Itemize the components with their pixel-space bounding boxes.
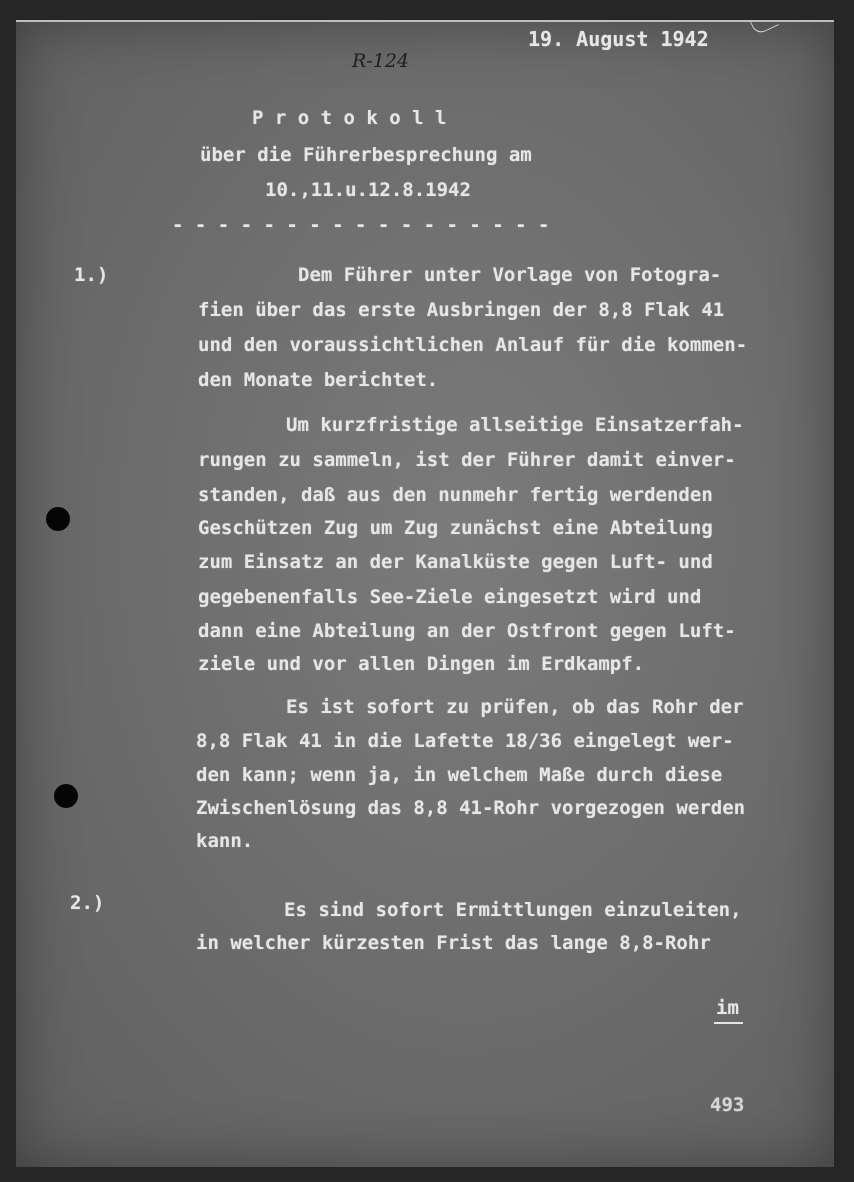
text-line: 8,8 Flak 41 in die Lafette 18/36 eingelegt wer- <box>196 730 734 752</box>
handwritten-reference: R-124 <box>352 50 409 72</box>
text-line: ziele und vor allen Dingen im Erdkampf. <box>198 653 645 675</box>
page-number: 493 <box>710 1094 745 1116</box>
text-line: dann eine Abteilung an der Ostfront gegen Luft- <box>198 620 736 642</box>
text-line: Zwischenlösung das 8,8 41-Rohr vorgezogen werden <box>196 797 746 819</box>
text-line: kann. <box>196 830 254 852</box>
title-dash-rule: - - - - - - - - - - - - - - - - - <box>172 214 550 236</box>
text-line: den kann; wenn ja, in welchem Maße durch diese <box>196 764 723 786</box>
text-line: rungen zu sammeln, ist der Führer damit einver- <box>198 449 736 471</box>
text-line: fien über das erste Ausbringen der 8,8 Flak 41 <box>198 299 725 321</box>
text-line: Es sind sofort Ermittlungen einzuleiten, <box>284 899 742 921</box>
text-line: gegebenenfalls See-Ziele eingesetzt wird und <box>198 586 702 608</box>
text-line: zum Einsatz an der Kanalküste gegen Luft- und <box>198 551 713 573</box>
text-line: standen, daß aus den nunmehr fertig werdenden <box>198 484 713 506</box>
section-number: 1.) <box>74 264 109 286</box>
title-subline: über die Führerbesprechung am <box>200 144 532 166</box>
text-line: und den voraussichtlichen Anlauf für die kommen- <box>198 334 748 356</box>
punch-hole <box>46 507 70 531</box>
text-line: Es ist sofort zu prüfen, ob das Rohr der <box>286 696 744 718</box>
document-date: 19. August 1942 <box>528 27 709 51</box>
punch-hole <box>54 784 78 808</box>
text-line: Dem Führer unter Vorlage von Fotogra- <box>298 264 722 286</box>
text-line: Um kurzfristige allseitige Einsatzerfah- <box>286 414 744 436</box>
title-dates: 10.,11.u.12.8.1942 <box>265 179 471 201</box>
text-line: in welcher kürzesten Frist das lange 8,8-Rohr <box>196 932 711 954</box>
text-line: Geschützen Zug um Zug zunächst eine Abteilung <box>198 517 713 539</box>
text-line: den Monate berichtet. <box>198 369 439 391</box>
catchword: im <box>714 994 743 1024</box>
section-number: 2.) <box>70 892 105 914</box>
document-title: P r o t o k o l l <box>252 107 447 129</box>
